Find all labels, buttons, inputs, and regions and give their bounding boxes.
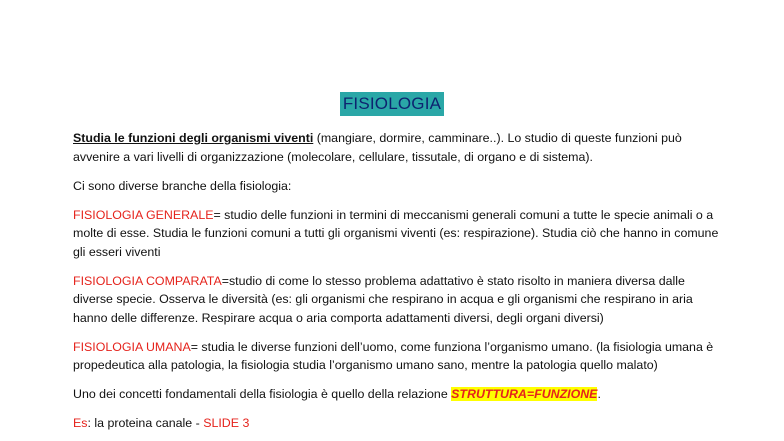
umana-text: = studia le diverse funzioni dell’uomo, come funziona l’organismo umano. (la fisiologia umana è propedeutica alla patologia, la fisiologia studia l’organismo umano sano, mentre la patologia quello malato) <box>73 339 714 372</box>
example-slide: SLIDE 3 <box>203 416 250 430</box>
title-row <box>0 92 784 116</box>
umana-term: FISIOLOGIA UMANA <box>73 339 191 354</box>
intro-paragraph <box>73 129 723 166</box>
generale-text: = studio delle funzioni in termini di meccanismi generali comuni a tutte le specie animali o a molte di esse. Studia le funzioni comuni a tutti gli organismi viventi (es: respirazione). Studia ciò che hanno in comune gli esseri viventi <box>73 207 719 259</box>
branches-intro: Ci sono diverse branche della fisiologia: <box>73 178 292 193</box>
concept-paragraph <box>73 385 723 404</box>
comparata-text: =studio di come lo stesso problema adattativo è stato risolto in maniera diversa dalle diverse specie. Osserva le diversità (es: gli organismi che respirano in acqua e gli organismi che respirano in aria hanno delle differenze. Respirare acqua o aria comporta adattamenti diversi, degli organi diversi) <box>73 273 693 325</box>
page-title: FISIOLOGIA <box>340 92 444 116</box>
comparata-term: FISIOLOGIA COMPARATA <box>73 273 222 288</box>
generale-paragraph <box>73 206 723 262</box>
umana-paragraph <box>73 338 723 375</box>
document-body <box>73 129 723 441</box>
concept-end: . <box>597 387 601 401</box>
concept-highlight: STRUTTURA=FUNZIONE <box>451 387 598 401</box>
intro-emphasis: Studia le funzioni degli organismi viventi <box>73 131 314 145</box>
example-text: : la proteina canale - <box>87 416 204 430</box>
example-prefix: Es <box>73 416 88 430</box>
concept-text: Uno dei concetti fondamentali della fisiologia è quello della relazione <box>73 387 452 401</box>
generale-term: FISIOLOGIA GENERALE <box>73 207 214 222</box>
intro-text: (mangiare, dormire, camminare..). Lo studio di queste funzioni può avvenire a vari livelli di organizzazione (molecolare, cellulare, tissutale, di organo e di sistema). <box>73 131 682 164</box>
example-paragraph <box>73 414 723 433</box>
comparata-paragraph <box>73 272 723 328</box>
